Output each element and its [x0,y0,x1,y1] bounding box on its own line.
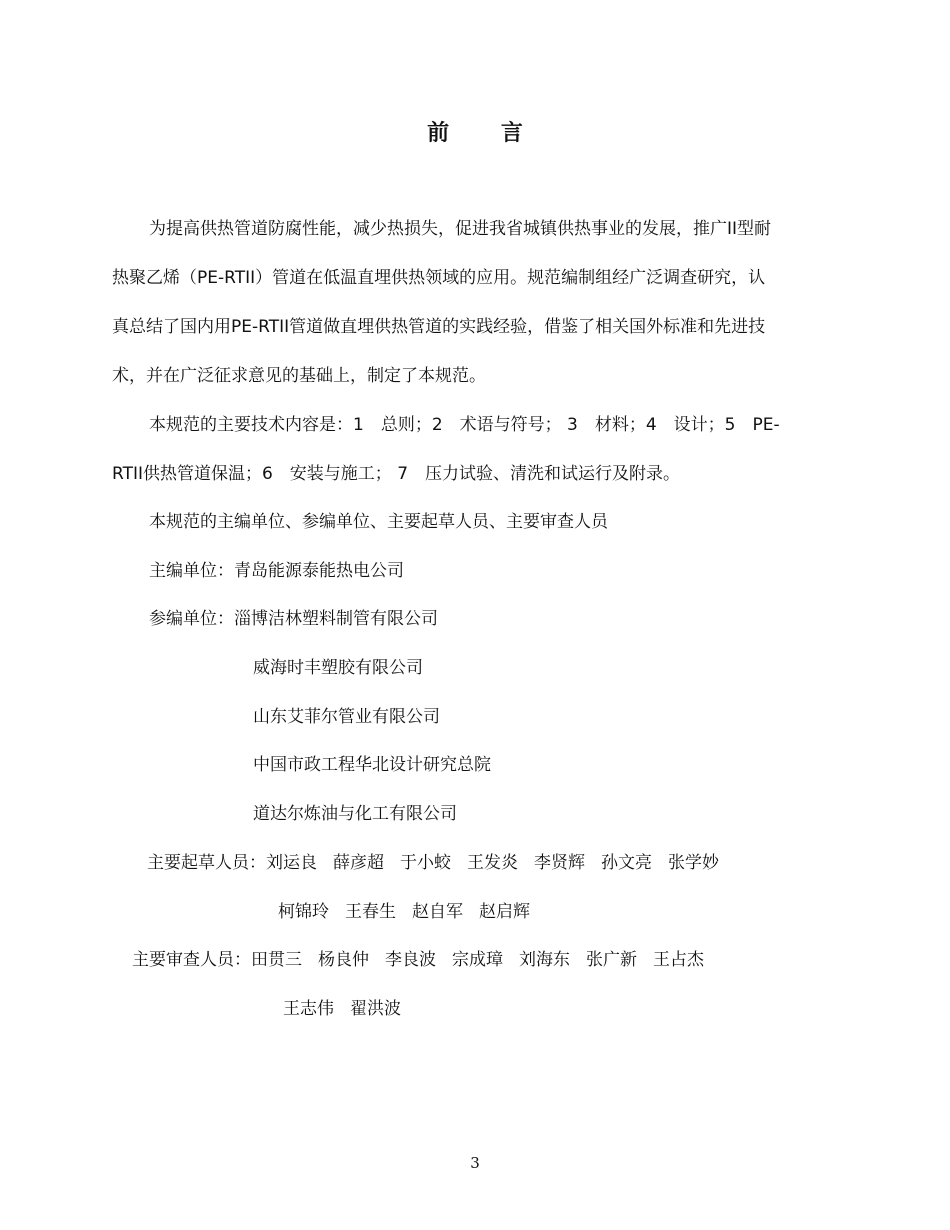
reviewers-label: 主要审查人员： [132,950,251,970]
drafter-name: 王发炎 [467,853,518,873]
participating-units-label: 参编单位： [149,609,234,629]
participating-unit: 淄博洁林塑料制管有限公司 [234,609,438,629]
reviewers-row1 [132,945,720,970]
paragraph1-line2: 热聚乙烯（PE-RTII）管道在低温直埋供热领域的应用。规范编制组经广泛调查研究，认 [112,268,766,288]
participating-unit: 中国市政工程华北设计研究总院 [253,755,491,775]
participating-units-row [149,604,438,629]
reviewers-row2 [283,994,417,1019]
drafter-name: 刘运良 [266,853,317,873]
drafter-name: 张学妙 [668,853,719,873]
chief-unit-label: 主编单位： [149,561,234,581]
paragraph2-line2: RTII供热管道保温；6 安装与施工； 7 压力试验、清洗和试运行及附录。 [112,464,681,484]
paragraph1-line4: 术，并在广泛征求意见的基础上，制定了本规范。 [112,366,486,386]
drafters-label: 主要起草人员： [147,853,266,873]
participating-unit: 威海时丰塑胶有限公司 [253,658,423,678]
drafter-name: 王春生 [345,902,396,922]
reviewer-name: 宗成璋 [452,950,503,970]
drafter-name: 李贤辉 [534,853,585,873]
paragraph1-line3: 真总结了国内用PE-RTII管道做直埋供热管道的实践经验，借鉴了相关国外标准和先进技 [112,317,766,337]
chief-unit-row [149,556,404,581]
drafters-row1 [147,848,735,873]
drafter-name: 孙文亮 [601,853,652,873]
drafter-name: 薛彦超 [333,853,384,873]
page-title: 前 言 [427,121,545,146]
participating-unit: 道达尔炼油与化工有限公司 [253,804,457,824]
reviewer-name: 王占杰 [653,950,704,970]
reviewer-name: 杨良仲 [318,950,369,970]
drafter-name: 赵自军 [412,902,463,922]
reviewer-name: 张广新 [586,950,637,970]
drafter-name: 柯锦玲 [278,902,329,922]
paragraph2-line1: 本规范的主要技术内容是：1 总则；2 术语与符号； 3 材料；4 设计；5 PE- [149,415,780,435]
drafter-name: 于小蛟 [400,853,451,873]
paragraph1-line1: 为提高供热管道防腐性能，减少热损失，促进我省城镇供热事业的发展，推广II型耐 [149,219,772,239]
reviewer-name: 李良波 [385,950,436,970]
drafter-name: 赵启辉 [479,902,530,922]
drafters-row2 [278,897,546,922]
reviewer-name: 王志伟 [283,999,334,1019]
page-number: 3 [470,1154,480,1172]
chief-unit-value: 青岛能源泰能热电公司 [234,561,404,581]
units-intro: 本规范的主编单位、参编单位、主要起草人员、主要审查人员 [149,512,608,532]
reviewer-name: 翟洪波 [350,999,401,1019]
reviewer-name: 田贯三 [251,950,302,970]
reviewer-name: 刘海东 [519,950,570,970]
participating-unit: 山东艾菲尔管业有限公司 [253,707,440,727]
